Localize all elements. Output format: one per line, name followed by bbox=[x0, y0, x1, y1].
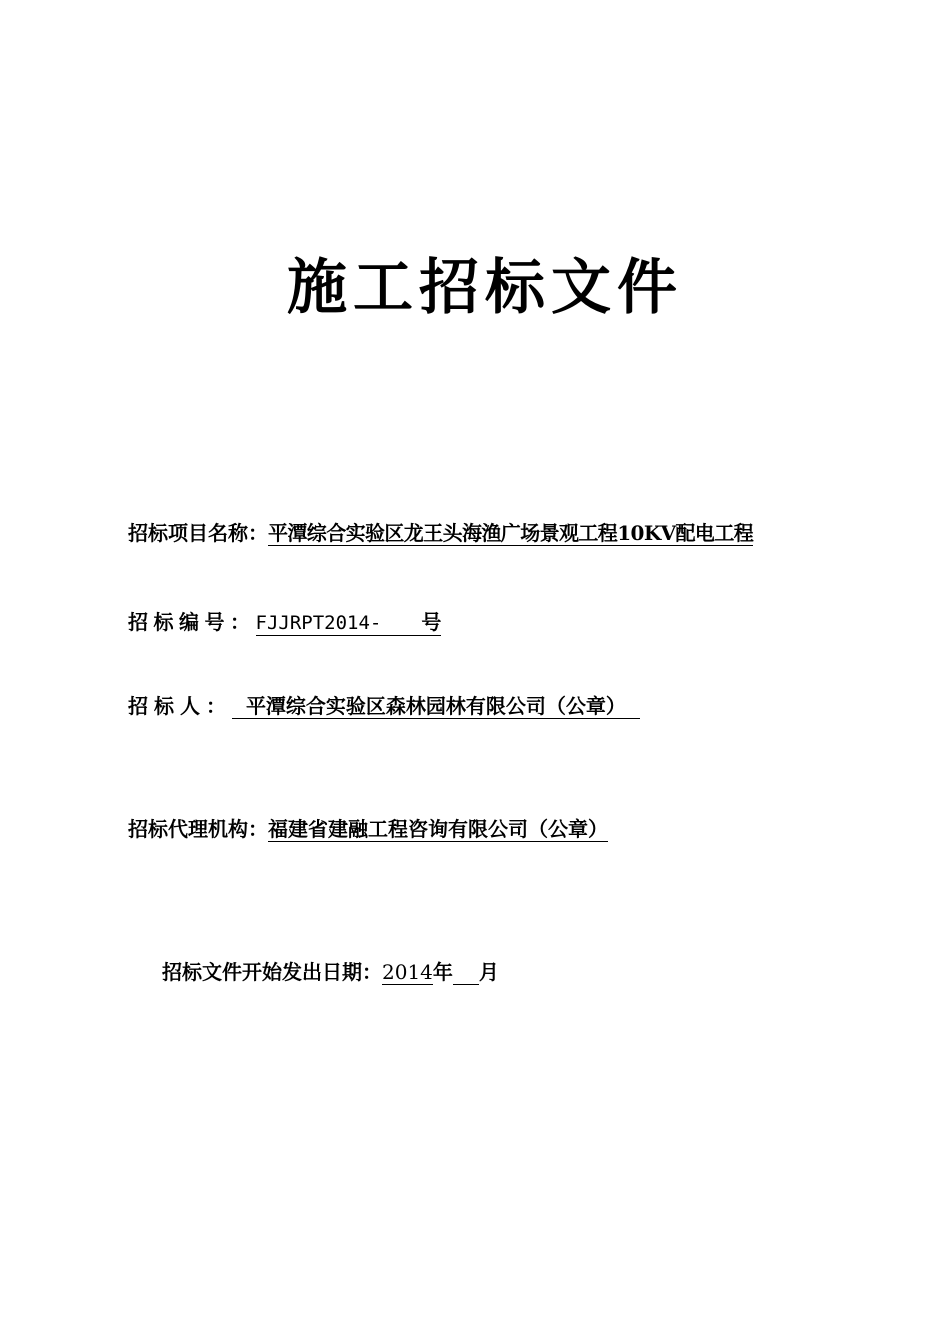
tender-code-row bbox=[128, 607, 441, 637]
tender-code-value bbox=[256, 610, 442, 636]
issue-date-year: 2014 bbox=[382, 960, 433, 984]
tenderer-name: 平潭综合实验区森林园林有限公司（公章） bbox=[245, 694, 626, 718]
tenderer-value bbox=[232, 694, 640, 719]
project-name-label: 招标项目名称： bbox=[128, 521, 268, 545]
issue-date-month-unit: 月 bbox=[478, 960, 499, 984]
issue-date-year-unit: 年 bbox=[432, 960, 453, 984]
tender-code-label: 招标编号： bbox=[128, 610, 256, 634]
project-name-value: 平潭综合实验区龙王头海渔广场景观工程10KV配电工程 bbox=[268, 521, 754, 545]
project-name-row bbox=[128, 518, 753, 548]
document-title: 施工招标文件 bbox=[287, 253, 683, 323]
issue-date-month-blank bbox=[453, 960, 479, 985]
tenderer-row bbox=[128, 691, 640, 721]
agency-row bbox=[128, 814, 608, 844]
agency-label: 招标代理机构： bbox=[128, 817, 268, 841]
agency-value: 福建省建融工程咨询有限公司（公章） bbox=[268, 817, 608, 841]
issue-date-label: 招标文件开始发出日期： bbox=[162, 960, 382, 984]
tender-code-suffix: 号 bbox=[421, 610, 442, 634]
issue-date-row bbox=[162, 957, 499, 987]
tenderer-label: 招标人： bbox=[128, 694, 232, 718]
tender-code-prefix: FJJRPT2014- bbox=[255, 612, 382, 634]
